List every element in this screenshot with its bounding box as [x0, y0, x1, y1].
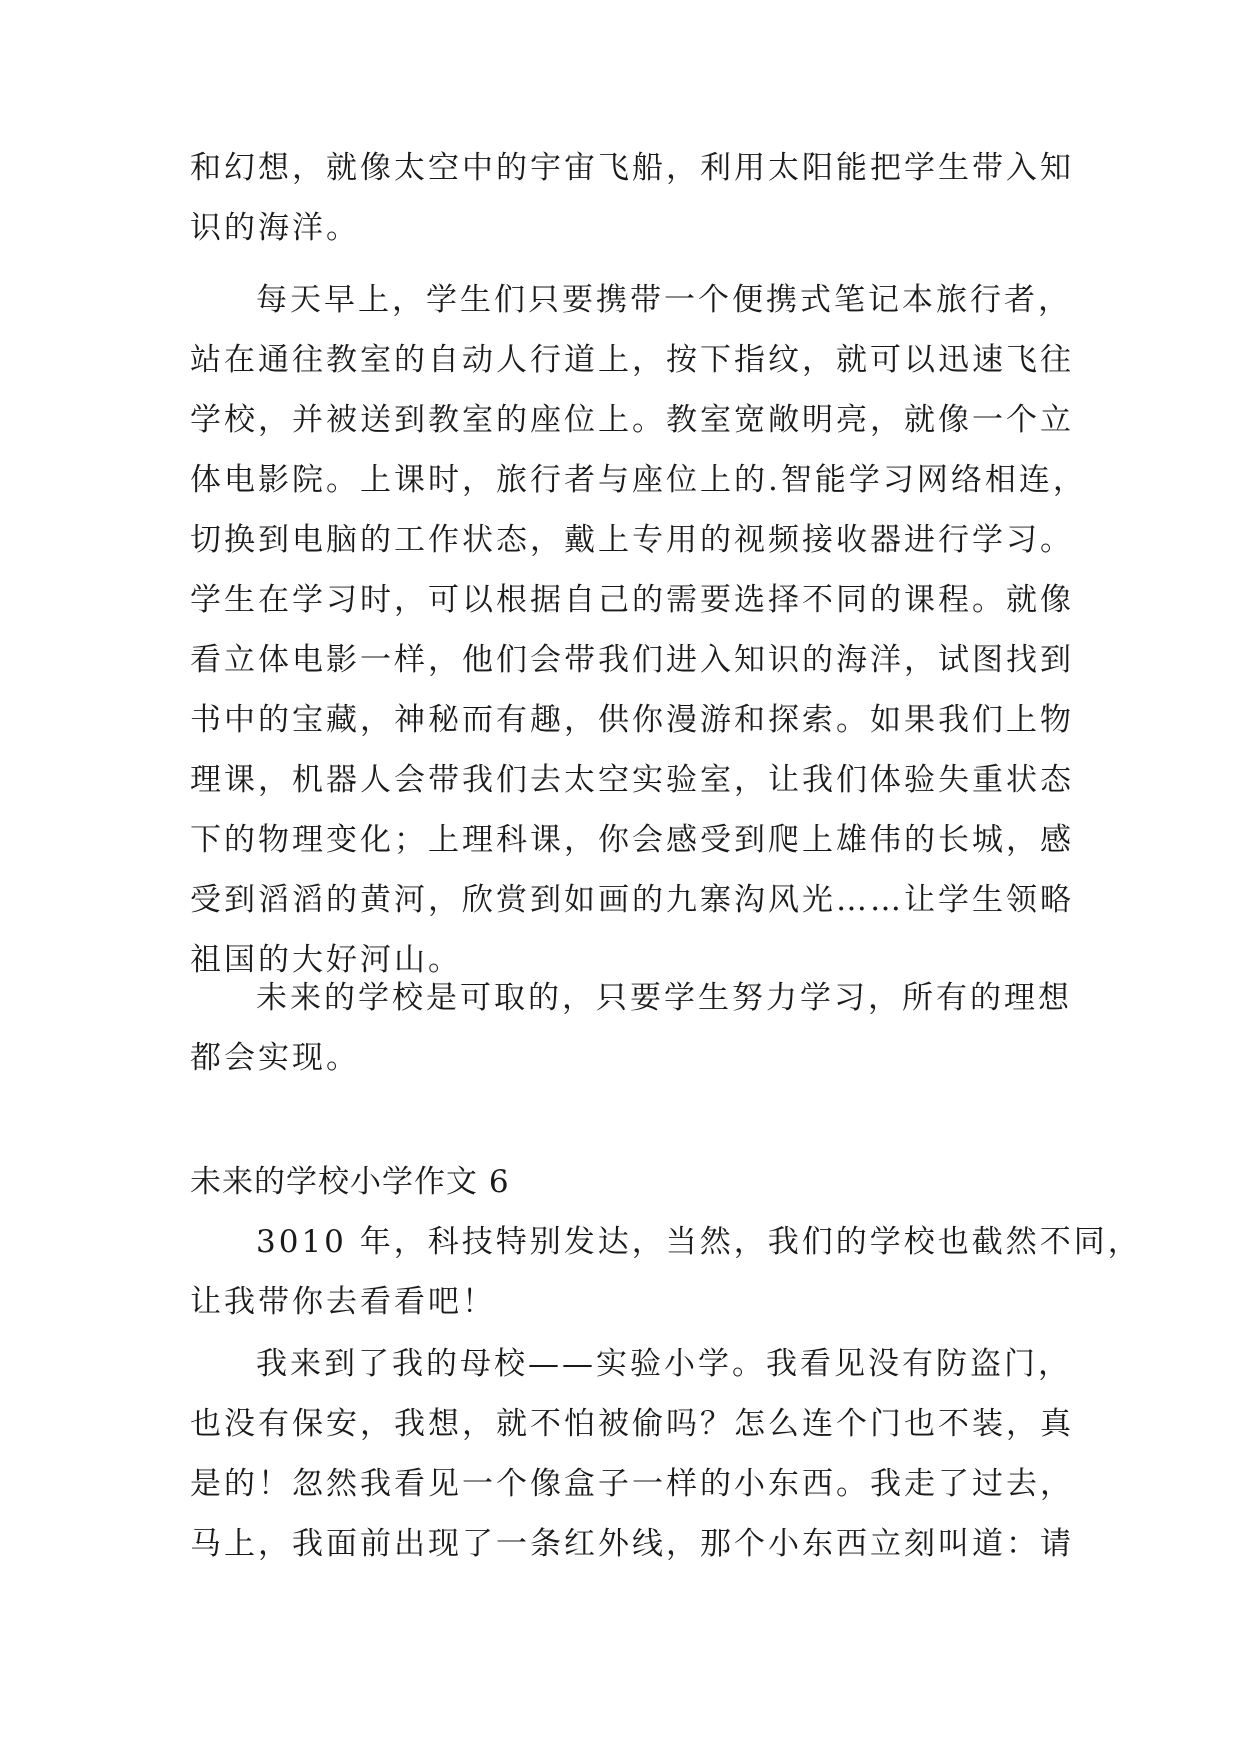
- text-line: 学校，并被送到教室的座位上。教室宽敞明亮，就像一个立: [190, 402, 1074, 438]
- section-heading: [190, 1152, 1070, 1212]
- text-line: 马上，我面前出现了一条红外线，那个小东西立刻叫道：请: [190, 1526, 1074, 1562]
- text-line: 理课，机器人会带我们去太空实验室，让我们体验失重状态: [190, 762, 1074, 798]
- text-line: 看立体电影一样，他们会带我们进入知识的海洋，试图找到: [190, 642, 1074, 678]
- section-title: 未来的学校小学作文 6: [190, 1164, 510, 1200]
- text-line: 学生在学习时，可以根据自己的需要选择不同的课程。就像: [190, 582, 1074, 618]
- text-line: 也没有保安，我想，就不怕被偷吗？怎么连个门也不装，真: [190, 1406, 1074, 1442]
- text-line: 和幻想，就像太空中的宇宙飞船，利用太阳能把学生带入知: [190, 150, 1074, 186]
- text-line: 是的！忽然我看见一个像盒子一样的小东西。我走了过去，: [190, 1466, 1074, 1502]
- text-line: 祖国的大好河山。: [190, 942, 462, 978]
- text-line: 3010 年，科技特别发达，当然，我们的学校也截然不同，: [256, 1224, 1142, 1260]
- text-line: 让我带你去看看吧！: [190, 1284, 496, 1320]
- paragraph-intro: [190, 1212, 1142, 1332]
- text-line: 每天早上，学生们只要携带一个便携式笔记本旅行者，: [256, 282, 1072, 318]
- paragraph-conclusion: [190, 968, 1070, 1088]
- text-line: 切换到电脑的工作状态，戴上专用的视频接收器进行学习。: [190, 522, 1074, 558]
- text-line: 体电影院。上课时，旅行者与座位上的.智能学习网络相连，: [190, 462, 1087, 498]
- text-line: 受到滔滔的黄河，欣赏到如画的九寨沟风光……让学生领略: [190, 882, 1074, 918]
- text-line: 都会实现。: [190, 1040, 360, 1076]
- text-line: 识的海洋。: [190, 210, 360, 246]
- text-line: 未来的学校是可取的，只要学生努力学习，所有的理想: [256, 980, 1072, 1016]
- text-line: 书中的宝藏，神秘而有趣，供你漫游和探索。如果我们上物: [190, 702, 1074, 738]
- paragraph-school-visit: [190, 1334, 1074, 1574]
- text-line: 我来到了我的母校——实验小学。我看见没有防盗门，: [256, 1346, 1072, 1382]
- paragraph-continuation: [190, 138, 1074, 258]
- paragraph-classroom: [190, 270, 1087, 990]
- text-line: 下的物理变化；上理科课，你会感受到爬上雄伟的长城，感: [190, 822, 1074, 858]
- text-line: 站在通往教室的自动人行道上，按下指纹，就可以迅速飞往: [190, 342, 1074, 378]
